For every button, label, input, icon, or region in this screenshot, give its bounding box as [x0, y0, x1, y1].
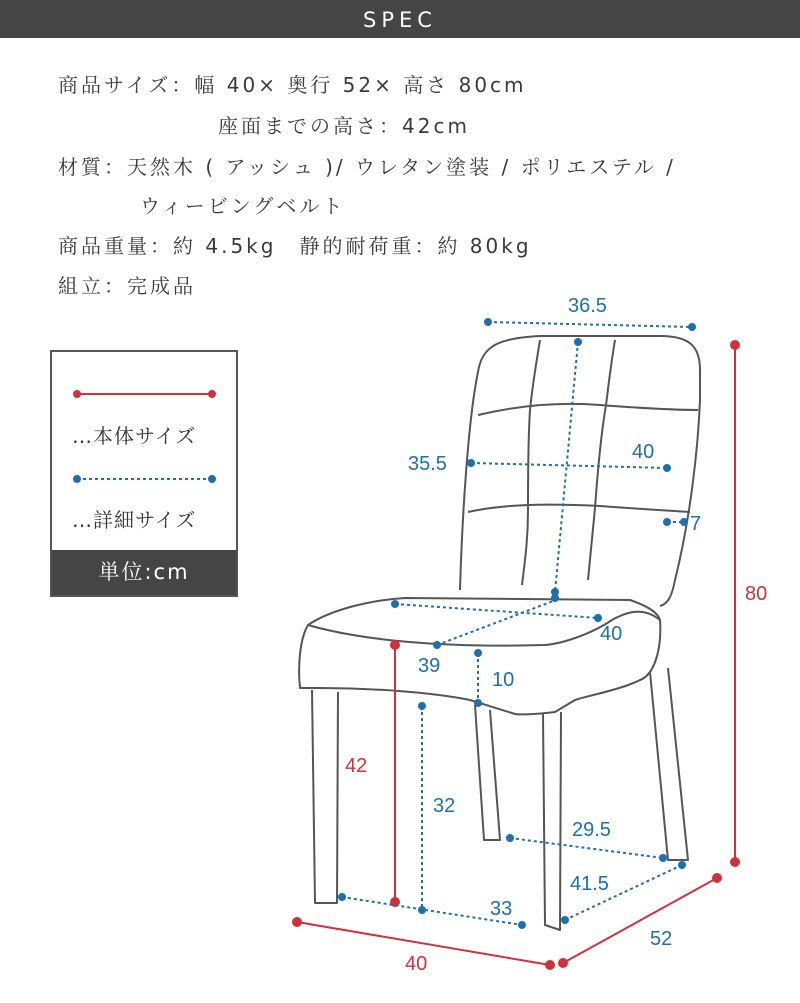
dot: [418, 702, 426, 710]
spec-weight-line: 商品重量：約 4.5kg 静的耐荷重：約 80kg: [58, 234, 532, 258]
seat-front-width-label: 40: [600, 623, 623, 645]
dot: [663, 464, 671, 472]
legend-unit-label: 単位:cm: [52, 550, 236, 595]
chair-tufting: [468, 340, 698, 585]
dot: [474, 649, 482, 657]
leg-depth-back-label: 29.5: [572, 819, 611, 841]
spec-assembly-line: 組立：完成品: [58, 274, 196, 298]
body-size-lines: [293, 341, 739, 969]
leg-width-front-label: 33: [490, 898, 513, 920]
back-width-left-label: 35.5: [408, 453, 447, 475]
overall-depth-dot-right: [713, 874, 721, 882]
spec-size-line: 商品サイズ：幅 40× 奥行 52× 高さ 80cm: [58, 73, 527, 97]
dot: [518, 921, 526, 929]
dot: [391, 600, 399, 608]
overall-width-dot-left: [293, 918, 301, 926]
overall-width-label: 40: [405, 953, 428, 975]
dot: [418, 906, 426, 914]
seat-height-dot-top: [391, 641, 399, 649]
spec-seat-height-line: 座面までの高さ：42cm: [218, 114, 470, 138]
back-height-line: [555, 342, 578, 592]
chair-back-left-leg: [475, 705, 500, 840]
dot: [467, 459, 475, 467]
seat-height-label: 42: [345, 755, 368, 777]
chair-back-right-leg: [650, 668, 688, 860]
spec-material-line-2: ウィービングベルト: [140, 194, 346, 218]
chair-front-right-leg: [543, 712, 561, 930]
overall-depth-label: 52: [650, 928, 673, 950]
dot: [484, 318, 492, 326]
dot: [551, 594, 559, 602]
chair-front-left-leg: [312, 690, 338, 903]
dot: [688, 323, 696, 331]
seat-thickness-label: 10: [492, 669, 515, 691]
dot: [433, 641, 441, 649]
dot: [574, 338, 582, 346]
legend-detail-label: …詳細サイズ: [72, 508, 197, 532]
seat-front-width-line: [395, 604, 598, 618]
spec-material-line: 材質：天然木 ( アッシュ )/ ウレタン塗装 / ポリエステル /: [58, 155, 676, 179]
dot: [659, 854, 667, 862]
overall-height-dot-top: [731, 341, 739, 349]
dot: [506, 834, 514, 842]
dot: [338, 893, 346, 901]
overall-height-label: 80: [745, 583, 768, 605]
legend-body-label: …本体サイズ: [72, 424, 197, 448]
dot: [474, 699, 482, 707]
chair-backrest: [460, 336, 700, 606]
chair-outline: [299, 336, 700, 930]
spec-header-title: SPEC: [363, 8, 437, 32]
overall-width-dot-right: [546, 961, 554, 969]
leg-height-label: 32: [433, 795, 456, 817]
back-top-width-line: [488, 322, 692, 327]
overall-height-dot-bottom: [731, 858, 739, 866]
dot: [594, 614, 602, 622]
back-top-width-label: 36.5: [568, 295, 607, 317]
dot: [680, 518, 688, 526]
leg-depth-side-label: 41.5: [570, 873, 609, 895]
dot: [561, 916, 569, 924]
seat-depth-line: [437, 600, 556, 645]
dot: [663, 518, 671, 526]
dimension-labels: [345, 295, 767, 975]
detail-size-dots: [338, 318, 696, 929]
dot: [678, 861, 686, 869]
overall-depth-dot-left: [559, 959, 567, 967]
back-width-line: [471, 463, 667, 468]
leg-depth-back-line: [510, 838, 663, 858]
back-thickness-label: 7: [690, 513, 702, 535]
back-width-right-label: 40: [632, 441, 655, 463]
seat-depth-label: 39: [418, 655, 441, 677]
